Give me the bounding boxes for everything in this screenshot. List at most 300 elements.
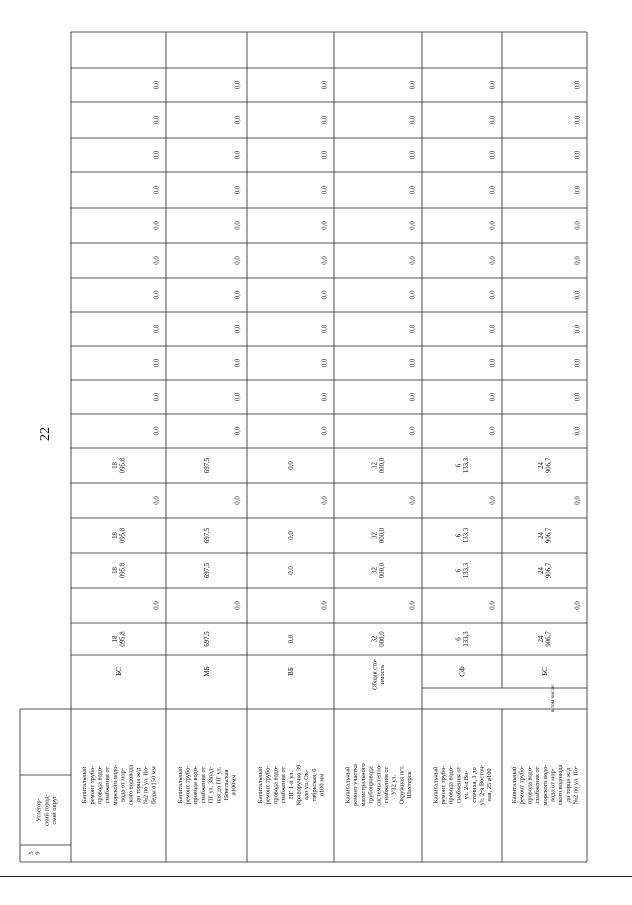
value-cell-line: 0,0 <box>321 115 329 125</box>
value-cell <box>538 527 552 543</box>
value-cell <box>234 358 241 367</box>
value-cell <box>234 290 241 299</box>
value-cell <box>234 324 241 333</box>
total-value-line: 000,0 <box>379 631 387 647</box>
value-cell <box>153 290 160 299</box>
value-cell-line: 133,3 <box>463 457 471 474</box>
value-cell-line: 6 <box>455 463 463 468</box>
total-value-line: 133,3 <box>463 631 471 647</box>
object-description-line: Капитальный <box>432 766 440 804</box>
value-cell-line: 0,0 <box>489 601 497 610</box>
value-cell <box>409 496 416 505</box>
value-cell-line: 0,0 <box>409 115 417 125</box>
value-cell-line: 24 <box>538 462 546 469</box>
value-cell <box>234 601 241 610</box>
v-tom-chisle-label <box>550 683 556 712</box>
value-cell-line: 095,8 <box>119 562 127 579</box>
value-cell-line: 0,0 <box>489 256 497 265</box>
value-cell <box>112 457 126 473</box>
value-cell-line: 0,0 <box>574 324 582 334</box>
total-value <box>538 631 552 647</box>
value-cell <box>372 457 386 473</box>
value-cell-line: 0,0 <box>234 115 242 125</box>
value-cell-line: 0,0 <box>574 256 582 265</box>
value-cell <box>574 80 581 89</box>
value-cell <box>489 601 496 610</box>
value-cell <box>409 150 416 159</box>
value-cell <box>409 221 416 230</box>
total-value-line: 697,5 <box>203 631 211 647</box>
total-value-line: 0,0 <box>287 634 295 644</box>
page-number: 22 <box>38 427 53 441</box>
object-description-line: ø100 мм <box>318 773 326 797</box>
value-cell-line: 0,0 <box>409 358 417 368</box>
funding-source-line: МБ <box>202 666 211 677</box>
value-cell-line: 0,0 <box>153 150 161 160</box>
value-cell-line: 0,0 <box>234 150 242 160</box>
value-cell-line: 0,0 <box>489 426 497 436</box>
value-cell <box>409 185 416 194</box>
value-cell <box>321 256 328 265</box>
scan-edge-line <box>0 876 632 877</box>
object-description-line: снабжения от <box>104 766 112 804</box>
value-cell-line: 697,5 <box>203 457 211 474</box>
value-cell <box>574 601 581 610</box>
value-cell-line: 0,0 <box>489 221 497 230</box>
municipality-name-line: ской округ <box>50 795 58 825</box>
value-cell <box>321 358 328 367</box>
value-cell-line: 0,0 <box>287 531 295 540</box>
funding-source <box>115 667 123 676</box>
value-cell <box>153 496 160 505</box>
value-cell-line: 0,0 <box>409 426 417 436</box>
value-cell <box>321 80 328 89</box>
object-description <box>344 763 413 806</box>
value-cell-line: 0,0 <box>574 80 582 90</box>
value-cell-line: 0,0 <box>287 566 295 575</box>
value-cell-line: 0,0 <box>153 80 161 90</box>
object-description-line: провода водо- <box>447 765 455 805</box>
object-description-line: снабжения от <box>199 766 207 804</box>
object-description-line: снабжения от <box>534 766 542 804</box>
value-cell-line: 0,0 <box>574 601 582 610</box>
value-cell-line: 0,0 <box>153 115 161 125</box>
total-value-line: 906,7 <box>545 631 553 647</box>
object-description-line: вода от мор- <box>549 768 557 802</box>
value-cell-line: 0,0 <box>409 290 417 300</box>
value-cell <box>574 256 581 265</box>
value-cell <box>234 115 241 124</box>
value-cell-line: 0,0 <box>409 185 417 195</box>
value-cell <box>489 221 496 230</box>
total-value-line: 32 <box>371 635 379 643</box>
object-description-line: беды ø150 мм <box>150 766 158 804</box>
object-description-line: сточная, 1 до <box>470 767 478 803</box>
object-description-line: №2 по ул. По- <box>142 765 150 805</box>
value-cell <box>489 496 496 505</box>
funding-source-line: имость <box>378 664 386 685</box>
value-cell <box>574 358 581 367</box>
value-cell-line: 0,0 <box>234 601 242 610</box>
value-cell <box>204 457 211 473</box>
object-description-line: ная, 25 ø100 <box>486 768 494 802</box>
value-cell <box>409 392 416 401</box>
value-cell-line: 6 <box>455 568 463 573</box>
value-cell-line: 0,0 <box>489 392 497 402</box>
value-cell-line: 18 <box>112 532 120 539</box>
total-value <box>204 631 211 647</box>
object-description-line: ПГ ул. Запад- <box>207 766 215 804</box>
funding-source-line: ВБ <box>286 667 295 676</box>
object-description-line: ремонт трубо- <box>439 765 447 805</box>
value-cell-line: 000,0 <box>379 562 387 579</box>
value-cell <box>489 115 496 124</box>
value-cell-line: 0,0 <box>574 358 582 368</box>
value-cell-line: 32 <box>371 532 379 539</box>
object-description-line: морского водо- <box>541 764 549 806</box>
object-description-line: ского водовода <box>127 764 135 806</box>
object-description <box>257 765 326 806</box>
value-cell <box>456 457 470 473</box>
total-value <box>456 631 470 647</box>
value-cell-line: 0,0 <box>409 221 417 230</box>
value-cell-line: 0,0 <box>574 150 582 160</box>
total-value <box>288 634 295 643</box>
funding-source <box>541 667 549 676</box>
object-description-line: УЗ2 ул. <box>390 774 398 796</box>
value-cell <box>153 80 160 89</box>
total-value-line: 24 <box>538 635 546 643</box>
value-cell-line: 0,0 <box>489 358 497 368</box>
value-cell <box>456 527 470 543</box>
value-cell-line: 0,0 <box>153 358 161 368</box>
object-description-line: снабжения от <box>280 766 288 804</box>
funding-source-line: БС <box>114 667 123 676</box>
object-description-line: тябрьская, 6 <box>310 768 318 802</box>
value-cell <box>234 496 241 505</box>
value-cell-line: 906,7 <box>545 527 553 544</box>
object-description-line: морского водо- <box>111 764 119 806</box>
value-cell-line: 0,0 <box>489 185 497 195</box>
value-cell-line: 0,0 <box>574 290 582 300</box>
value-cell <box>409 601 416 610</box>
value-cell-line: 0,0 <box>321 392 329 402</box>
value-cell-line: 0,0 <box>489 324 497 334</box>
value-cell <box>409 256 416 265</box>
object-description-line: до торца ж/д <box>564 767 572 803</box>
value-cell <box>489 80 496 89</box>
value-cell <box>489 256 496 265</box>
funding-source <box>287 667 295 676</box>
value-cell-line: 0,0 <box>409 392 417 402</box>
value-cell <box>112 527 126 543</box>
value-cell-line: 0,0 <box>234 256 242 265</box>
v-tom-chisle-label-line: в том числе: <box>549 683 556 713</box>
value-cell-line: 133,3 <box>463 527 471 544</box>
value-cell <box>234 426 241 435</box>
value-cell <box>153 150 160 159</box>
value-cell <box>112 562 126 578</box>
object-description-line: ремонт трубо- <box>88 765 96 805</box>
value-cell <box>204 562 211 578</box>
value-cell-line: 32 <box>371 567 379 574</box>
object-description-line: ского водовода <box>557 764 565 806</box>
value-cell <box>409 115 416 124</box>
value-cell <box>489 358 496 367</box>
value-cell <box>153 392 160 401</box>
value-cell <box>234 80 241 89</box>
object-description-line: до торца ж/д <box>134 767 142 803</box>
value-cell-line: 0,0 <box>574 392 582 402</box>
value-cell-line: 095,8 <box>119 527 127 544</box>
value-cell-line: 0,0 <box>153 290 161 300</box>
object-description-line: магистрального <box>359 763 367 807</box>
funding-source-line: СФ <box>458 666 467 677</box>
object-description-line: ало ул. Ок- <box>303 769 311 801</box>
value-cell <box>288 566 295 575</box>
object-description-line: ремонт трубо- <box>184 765 192 805</box>
funding-source <box>203 666 211 676</box>
object-description-line: Капитальный <box>256 766 264 804</box>
object-description <box>177 766 238 805</box>
value-cell <box>321 392 328 401</box>
object-description-line: вода от мор- <box>119 768 127 802</box>
total-value-line: 095,8 <box>119 631 127 647</box>
value-cell-line: 0,0 <box>153 324 161 334</box>
value-cell <box>574 290 581 299</box>
value-cell-line: 0,0 <box>153 392 161 402</box>
value-cell <box>574 150 581 159</box>
value-cell-line: 0,0 <box>321 221 329 230</box>
value-cell <box>321 115 328 124</box>
value-cell-line: 906,7 <box>545 562 553 579</box>
object-description-line: снабжения от <box>455 766 463 804</box>
value-cell <box>456 562 470 578</box>
funding-source <box>372 659 386 690</box>
value-cell-line: 0,0 <box>489 115 497 125</box>
object-description-line: провода водо- <box>96 765 104 805</box>
value-cell <box>574 392 581 401</box>
value-cell-line: 0,0 <box>153 601 161 610</box>
municipality-name-line: ский город- <box>43 794 51 826</box>
value-cell-line: 0,0 <box>153 256 161 265</box>
value-cell <box>574 426 581 435</box>
value-cell-line: 0,0 <box>574 221 582 230</box>
object-description-line: провода водо- <box>526 765 534 805</box>
object-description <box>432 765 493 806</box>
value-cell-line: 0,0 <box>574 115 582 125</box>
value-cell-line: 000,0 <box>379 457 387 474</box>
row-number-line: 9 <box>34 851 42 855</box>
object-description <box>511 764 580 805</box>
value-cell <box>489 426 496 435</box>
value-cell-line: 095,8 <box>119 457 127 474</box>
value-cell <box>489 324 496 333</box>
value-cell <box>321 221 328 230</box>
value-cell <box>372 527 386 543</box>
value-cell-line: 0,0 <box>321 290 329 300</box>
value-cell <box>489 150 496 159</box>
value-cell-line: 6 <box>455 533 463 538</box>
object-description-line: №2 по ул. По- <box>572 765 580 805</box>
funding-source-line: БС <box>540 667 549 676</box>
value-cell-line: 0,0 <box>234 426 242 436</box>
value-cell <box>321 150 328 159</box>
value-cell <box>153 115 160 124</box>
value-cell <box>153 324 160 333</box>
object-description-line: ул. 2-я Восточ- <box>478 764 486 806</box>
value-cell-line: 0,0 <box>321 150 329 160</box>
value-cell-line: 0,0 <box>489 80 497 90</box>
value-cell <box>153 256 160 265</box>
object-description-line: системы тепло- <box>375 763 383 807</box>
value-cell-line: 0,0 <box>234 290 242 300</box>
value-cell-line: 0,0 <box>574 426 582 436</box>
value-cell-line: 0,0 <box>574 185 582 195</box>
value-cell <box>409 426 416 435</box>
value-cell-line: 0,0 <box>409 256 417 265</box>
value-cell-line: 133,3 <box>463 562 471 579</box>
value-cell-line: 0,0 <box>234 324 242 334</box>
value-cell-line: 000,0 <box>379 527 387 544</box>
value-cell <box>409 358 416 367</box>
value-cell <box>489 392 496 401</box>
value-cell <box>321 496 328 505</box>
value-cell-line: 18 <box>112 567 120 574</box>
value-cell-line: 0,0 <box>321 601 329 610</box>
funding-source <box>458 666 466 677</box>
object-description-line: трубопровода <box>367 766 375 804</box>
value-cell-line: 0,0 <box>234 358 242 368</box>
value-cell-line: 0,0 <box>409 601 417 610</box>
value-cell <box>153 426 160 435</box>
object-description-line: Капитальный <box>81 766 89 804</box>
value-cell <box>153 601 160 610</box>
object-description-line: Окружная пгт. <box>398 765 406 805</box>
object-description-line: ная до ПГ ул. <box>215 766 223 804</box>
value-cell-line: 906,7 <box>545 457 553 474</box>
value-cell <box>489 290 496 299</box>
value-cell <box>574 324 581 333</box>
object-description-line: ПГ 1-й ул. <box>287 771 295 799</box>
total-value-line: 6 <box>455 637 463 641</box>
value-cell <box>234 150 241 159</box>
value-cell-line: 0,0 <box>153 496 161 505</box>
funding-source-line: Общая сто- <box>371 658 379 691</box>
value-cell <box>321 426 328 435</box>
value-cell <box>321 185 328 194</box>
value-cell-line: 0,0 <box>321 80 329 90</box>
total-value-line: 18 <box>112 635 120 643</box>
object-description-line: ремонт трубо- <box>264 765 272 805</box>
row-number <box>28 851 42 854</box>
value-cell-line: 0,0 <box>234 185 242 195</box>
object-description-line: ø100мм <box>230 774 238 796</box>
municipality-name <box>36 794 58 826</box>
value-cell-line: 697,5 <box>203 562 211 579</box>
value-cell <box>574 221 581 230</box>
row-number-line: 5 <box>27 851 35 855</box>
object-description <box>81 764 157 805</box>
value-cell <box>574 496 581 505</box>
municipality-name-line: Углегор- <box>35 798 43 822</box>
value-cell <box>204 527 211 543</box>
value-cell-line: 0,0 <box>234 221 242 230</box>
object-description-line: Капитальный <box>510 766 518 804</box>
object-description-line: Криворучко 39 <box>295 764 303 806</box>
value-cell-line: 18 <box>112 462 120 469</box>
value-cell <box>409 80 416 89</box>
value-cell-line: 24 <box>538 532 546 539</box>
value-cell-line: 0,0 <box>489 496 497 505</box>
value-cell <box>234 185 241 194</box>
value-cell-line: 0,0 <box>153 185 161 195</box>
value-cell-line: 0,0 <box>321 358 329 368</box>
value-cell <box>288 461 295 470</box>
value-cell-line: 32 <box>371 462 379 469</box>
value-cell-line: 0,0 <box>153 221 161 230</box>
object-description-line: Шахтерск <box>406 771 414 799</box>
value-cell <box>538 562 552 578</box>
value-cell-line: 0,0 <box>409 150 417 160</box>
value-cell <box>153 185 160 194</box>
value-cell <box>234 256 241 265</box>
value-cell-line: 0,0 <box>321 426 329 436</box>
value-cell-line: 0,0 <box>234 496 242 505</box>
object-description-line: ул. 2-я Во- <box>463 770 471 800</box>
object-description-line: ремонт трубо- <box>518 765 526 805</box>
value-cell <box>288 531 295 540</box>
value-cell-line: 697,5 <box>203 527 211 544</box>
value-cell <box>489 185 496 194</box>
object-description-line: Невельская <box>222 769 230 801</box>
value-cell <box>153 358 160 367</box>
value-cell-line: 0,0 <box>321 496 329 505</box>
object-description-line: Капитальный <box>344 766 352 804</box>
value-cell-line: 0,0 <box>234 392 242 402</box>
value-cell-line: 0,0 <box>321 256 329 265</box>
value-cell <box>153 221 160 230</box>
total-value <box>372 631 386 647</box>
value-cell <box>321 324 328 333</box>
value-cell <box>409 324 416 333</box>
value-cell-line: 0,0 <box>489 150 497 160</box>
value-cell-line: 0,0 <box>321 185 329 195</box>
value-cell <box>234 221 241 230</box>
value-cell <box>574 185 581 194</box>
object-description-line: Капитальный <box>176 766 184 804</box>
value-cell-line: 0,0 <box>574 496 582 505</box>
value-cell-line: 24 <box>538 567 546 574</box>
value-cell-line: 0,0 <box>287 461 295 470</box>
value-cell-line: 0,0 <box>409 324 417 334</box>
value-cell <box>574 115 581 124</box>
value-cell <box>321 290 328 299</box>
object-description-line: провода водо- <box>272 765 280 805</box>
value-cell <box>409 290 416 299</box>
value-cell-line: 0,0 <box>234 80 242 90</box>
value-cell-line: 0,0 <box>489 290 497 300</box>
object-description-line: провода водо- <box>192 765 200 805</box>
value-cell <box>234 392 241 401</box>
value-cell <box>372 562 386 578</box>
value-cell-line: 0,0 <box>321 324 329 334</box>
value-cell <box>538 457 552 473</box>
value-cell-line: 0,0 <box>409 80 417 90</box>
value-cell-line: 0,0 <box>153 426 161 436</box>
value-cell-line: 0,0 <box>409 496 417 505</box>
object-description-line: ремонт участка <box>352 764 360 806</box>
